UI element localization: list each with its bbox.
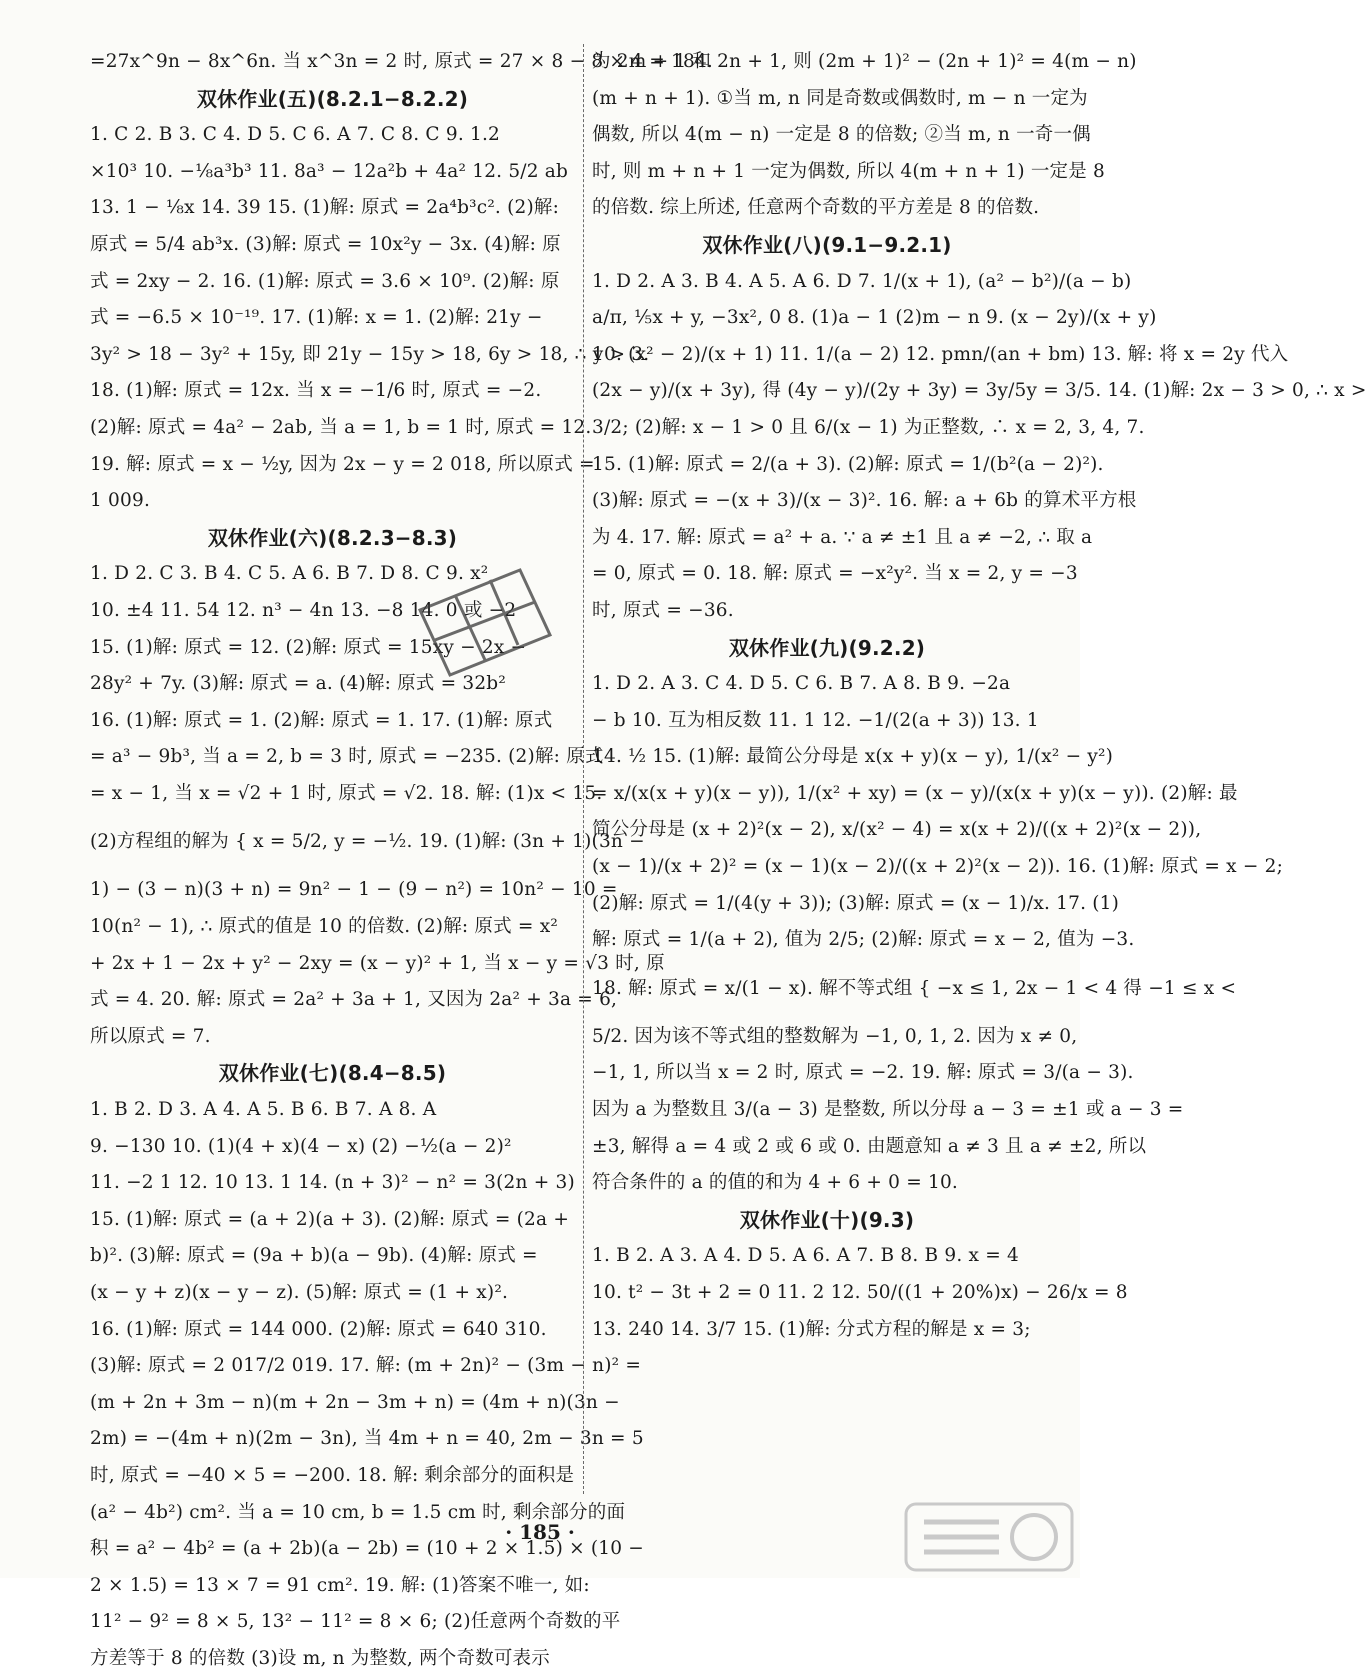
text-line: 18. 解: 原式 = x/(1 − x). 解不等式组 { −x ≤ 1, 2x − 1 < 4 得 −1 ≤ x < xyxy=(592,977,1237,999)
text-line: 1. B 2. D 3. A 4. A 5. B 6. B 7. A 8. A xyxy=(90,1099,437,1121)
text-line: = 0, 原式 = 0. 18. 解: 原式 = −x²y². 当 x = 2, y = −3 xyxy=(592,563,1078,585)
text-line: 10. t² − 3t + 2 = 0 11. 2 12. 50/((1 + 20%)x) − 26/x = 8 xyxy=(592,1282,1128,1303)
text-line: 14. ½ 15. (1)解: 最简公分母是 x(x + y)(x − y), 1/(x² − y²) xyxy=(592,746,1114,768)
text-line: 10. (x² − 2)/(x + 1) 11. 1/(a − 2) 12. pmn/(an + bm) 13. 解: 将 x = 2y 代入 xyxy=(592,343,1289,365)
text-line: 19. 解: 原式 = x − ½y, 因为 2x − y = 2 018, 所以原式 = xyxy=(90,453,595,475)
text-line: = x/(x(x + y)(x − y)), 1/(x² + xy) = (x − y)/(x(x + y)(x − y)). (2)解: 最 xyxy=(592,782,1238,804)
text-line: 偶数, 所以 4(m − n) 一定是 8 的倍数; ②当 m, n 一奇一偶 xyxy=(592,124,1091,146)
text-line: 1) − (3 − n)(3 + n) = 9n² − 1 − (9 − n²) = 10n² − 10 = xyxy=(90,879,618,901)
text-line: 18. (1)解: 原式 = 12x. 当 x = −1/6 时, 原式 = −2. xyxy=(90,380,542,402)
text-line: = a³ − 9b³, 当 a = 2, b = 3 时, 原式 = −235. (2)解: 原式 xyxy=(90,746,604,768)
stamp-mark-icon xyxy=(400,540,580,700)
text-line: (m + n + 1). ①当 m, n 同是奇数或偶数时, m − n 一定为 xyxy=(592,87,1088,109)
text-line: 简公分母是 (x + 2)²(x − 2), x/(x² − 4) = x(x + 2)/((x + 2)²(x − 2)), xyxy=(592,819,1202,841)
text-line: 1. D 2. A 3. C 4. D 5. C 6. B 7. A 8. B 9. −2a xyxy=(592,673,1011,695)
text-line: (2)解: 原式 = 4a² − 2ab, 当 a = 1, b = 1 时, 原式 = 12. xyxy=(90,416,592,438)
text-line: 积 = a² − 4b² = (a + 2b)(a − 2b) = (10 + 2 × 1.5) × (10 − xyxy=(90,1538,644,1560)
text-line: 符合条件的 a 的值的和为 4 + 6 + 0 = 10. xyxy=(592,1172,958,1194)
text-line: 28y² + 7y. (3)解: 原式 = a. (4)解: 原式 = 32b² xyxy=(90,673,506,695)
text-line: 为 4. 17. 解: 原式 = a² + a. ∵ a ≠ ±1 且 a ≠ −2, ∴ 取 a xyxy=(592,526,1093,548)
text-line: 时, 则 m + n + 1 一定为偶数, 所以 4(m + n + 1) 一定是 8 xyxy=(592,160,1106,182)
text-line: 16. (1)解: 原式 = 144 000. (2)解: 原式 = 640 310. xyxy=(90,1318,547,1340)
text-line: (3)解: 原式 = −(x + 3)/(x − 3)². 16. 解: a + 6b 的算术平方根 xyxy=(592,490,1137,512)
text-line: 2 × 1.5) = 13 × 7 = 91 cm². 19. 解: (1)答案不唯一, 如: xyxy=(90,1574,590,1596)
text-line: 式 = −6.5 × 10⁻¹⁹. 17. (1)解: x = 1. (2)解: 21y − xyxy=(90,307,543,329)
text-line: =27x^9n − 8x^6n. 当 x^3n = 2 时, 原式 = 27 × 8 − 8 × 4 = 184. xyxy=(90,51,714,72)
text-line: 3y² > 18 − 3y² + 15y, 即 21y − 15y > 18, 6y > 18, ∴ y > 3. xyxy=(90,343,650,365)
text-line: 式 = 2xy − 2. 16. (1)解: 原式 = 3.6 × 10⁹. (2)解: 原 xyxy=(90,270,560,292)
text-line: ±3, 解得 a = 4 或 2 或 6 或 0. 由题意知 a ≠ 3 且 a ≠ ±2, 所以 xyxy=(592,1135,1147,1157)
right-column xyxy=(592,44,1367,1348)
section-heading: 双休作业(五)(8.2.1−8.2.2) xyxy=(196,86,469,111)
text-line: 解: 原式 = 1/(a + 2), 值为 2/5; (2)解: 原式 = x − 2, 值为 −3. xyxy=(592,929,1135,951)
text-line: 15. (1)解: 原式 = 12. (2)解: 原式 = 15xy − 2x − xyxy=(90,636,527,658)
section-heading: 双休作业(八)(9.1−9.2.1) xyxy=(702,232,952,257)
text-line: (a² − 4b²) cm². 当 a = 10 cm, b = 1.5 cm 时, 剩余部分的面 xyxy=(90,1501,626,1523)
text-line: 13. 1 − ⅛x 14. 39 15. (1)解: 原式 = 2a⁴b³c². (2)解: xyxy=(90,197,560,219)
text-line: (2x − y)/(x + 3y), 得 (4y − y)/(2y + 3y) = 3y/5y = 3/5. 14. (1)解: 2x − 3 > 0, ∴ x > xyxy=(592,380,1367,402)
watermark-logo-icon xyxy=(904,1502,1074,1572)
text-line: 3/2; (2)解: x − 1 > 0 且 6/(x − 1) 为正整数, ∴ x = 2, 3, 4, 7. xyxy=(592,416,1145,438)
text-line: 13. 240 14. 3/7 15. (1)解: 分式方程的解是 x = 3; xyxy=(592,1318,1031,1340)
text-line: 16. (1)解: 原式 = 1. (2)解: 原式 = 1. 17. (1)解: 原式 xyxy=(90,709,553,731)
text-line: 15. (1)解: 原式 = (a + 2)(a + 3). (2)解: 原式 = (2a + xyxy=(90,1208,570,1230)
text-line: (2)解: 原式 = 1/(4(y + 3)); (3)解: 原式 = (x − 1)/x. 17. (1) xyxy=(592,892,1120,914)
text-line: 时, 原式 = −40 × 5 = −200. 18. 解: 剩余部分的面积是 xyxy=(90,1464,575,1486)
text-line: 11. −2 1 12. 10 13. 1 14. (n + 3)² − n² = 3(2n + 3) xyxy=(90,1172,575,1194)
text-line: 5/2. 因为该不等式组的整数解为 −1, 0, 1, 2. 因为 x ≠ 0, xyxy=(592,1025,1078,1047)
text-line: = x − 1, 当 x = √2 + 1 时, 原式 = √2. 18. 解: (1)x < 15. xyxy=(90,782,603,804)
text-line: (2)方程组的解为 { x = 5/2, y = −½. 19. (1)解: (3n + 1)(3n − xyxy=(90,831,645,853)
text-line: −1, 1, 所以当 x = 2 时, 原式 = −2. 19. 解: 原式 = 3/(a − 3). xyxy=(592,1062,1134,1084)
text-line: 1 009. xyxy=(90,490,151,512)
section-heading: 双休作业(十)(9.3) xyxy=(739,1207,915,1232)
text-line: 11² − 9² = 8 × 5, 13² − 11² = 8 × 6; (2)任意两个奇数的平 xyxy=(90,1611,621,1633)
text-line: 方差等于 8 的倍数 (3)设 m, n 为整数, 两个奇数可表示 xyxy=(90,1647,550,1669)
text-line: 原式 = 5/4 ab³x. (3)解: 原式 = 10x²y − 3x. (4)解: 原 xyxy=(90,233,561,255)
text-line: 1. C 2. B 3. C 4. D 5. C 6. A 7. C 8. C 9. 1.2 xyxy=(90,124,501,146)
text-line: a/π, ⅕x + y, −3x², 0 8. (1)a − 1 (2)m − n 9. (x − 2y)/(x + y) xyxy=(592,307,1157,329)
text-line: (3)解: 原式 = 2 017/2 019. 17. 解: (m + 2n)² − (3m − n)² = xyxy=(90,1355,642,1377)
text-line: 10(n² − 1), ∴ 原式的值是 10 的倍数. (2)解: 原式 = x² xyxy=(90,916,558,938)
text-line: − b 10. 互为相反数 11. 1 12. −1/(2(a + 3)) 13. 1 xyxy=(592,709,1039,731)
column-divider xyxy=(583,44,584,1494)
text-line: 所以原式 = 7. xyxy=(90,1025,211,1047)
page-number: · 185 · xyxy=(505,1520,575,1544)
text-line: + 2x + 1 − 2x + y² − 2xy = (x − y)² + 1, 当 x − y = √3 时, 原 xyxy=(90,952,665,974)
text-line: b)². (3)解: 原式 = (9a + b)(a − 9b). (4)解: 原式 = xyxy=(90,1245,538,1267)
text-line: (x − y + z)(x − y − z). (5)解: 原式 = (1 + x)². xyxy=(90,1282,509,1303)
text-line: 2m) = −(4m + n)(2m − 3n), 当 4m + n = 40, 2m − 3n = 5 xyxy=(90,1428,644,1450)
section-heading: 双休作业(六)(8.2.3−8.3) xyxy=(207,525,458,550)
text-line: 为 2m + 1 和 2n + 1, 则 (2m + 1)² − (2n + 1)² = 4(m − n) xyxy=(592,51,1137,72)
text-line: 1. D 2. C 3. B 4. C 5. A 6. B 7. D 8. C 9. x² xyxy=(90,563,489,585)
text-line: 10. ±4 11. 54 12. n³ − 4n 13. −8 14. 0 或 −2 xyxy=(90,599,517,621)
text-line: ×10³ 10. −⅛a³b³ 11. 8a³ − 12a²b + 4a² 12. 5/2 ab xyxy=(90,160,569,182)
text-line: 15. (1)解: 原式 = 2/(a + 3). (2)解: 原式 = 1/(b²(a − 2)²). xyxy=(592,453,1104,475)
section-heading: 双休作业(九)(9.2.2) xyxy=(728,635,926,660)
section-heading: 双休作业(七)(8.4−8.5) xyxy=(218,1061,447,1086)
text-line: 1. B 2. A 3. A 4. D 5. A 6. A 7. B 8. B 9. x = 4 xyxy=(592,1245,1019,1267)
text-line: (m + 2n + 3m − n)(m + 2n − 3m + n) = (4m + n)(3n − xyxy=(90,1391,620,1413)
text-line: 的倍数. 综上所述, 任意两个奇数的平方差是 8 的倍数. xyxy=(592,197,1040,219)
text-line: 9. −130 10. (1)(4 + x)(4 − x) (2) −½(a − 2)² xyxy=(90,1135,512,1157)
text-line: 1. D 2. A 3. B 4. A 5. A 6. D 7. 1/(x + 1), (a² − b²)/(a − b) xyxy=(592,270,1132,292)
text-line: (x − 1)/(x + 2)² = (x − 1)(x − 2)/((x + 2)²(x − 2)). 16. (1)解: 原式 = x − 2; xyxy=(592,856,1284,878)
text-line: 式 = 4. 20. 解: 原式 = 2a² + 3a + 1, 又因为 2a² + 3a = 6, xyxy=(90,989,618,1011)
text-line: 因为 a 为整数且 3/(a − 3) 是整数, 所以分母 a − 3 = ±1 或 a − 3 = xyxy=(592,1099,1184,1121)
text-line: 时, 原式 = −36. xyxy=(592,599,734,621)
